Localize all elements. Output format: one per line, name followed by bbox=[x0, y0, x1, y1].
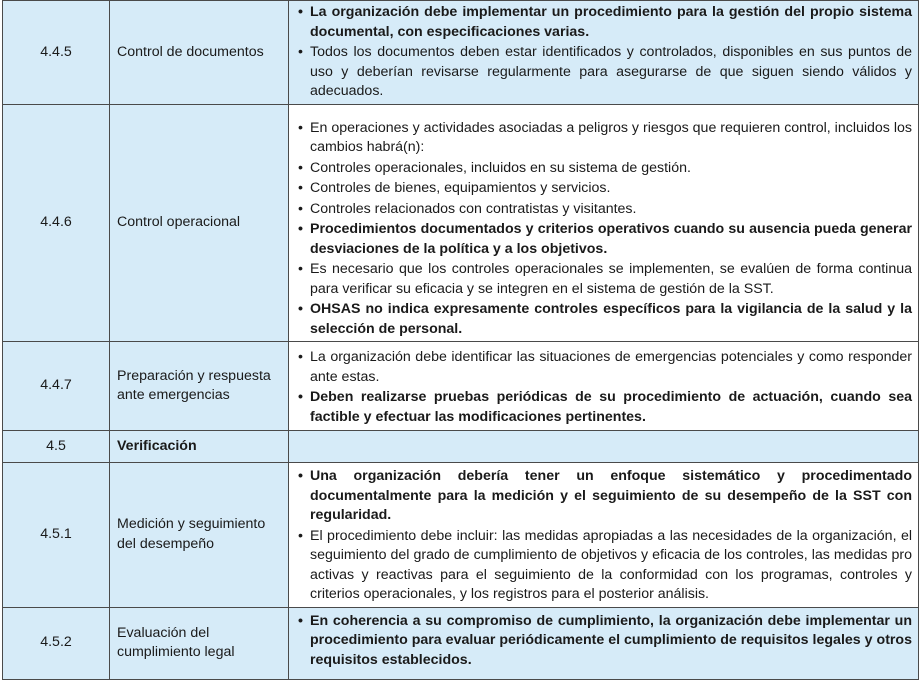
list-item: • En operaciones y actividades asociadas a peligros y riesgos que requieren control, incluidos los cambios habrá(n): bbox=[298, 119, 912, 158]
list-item: • La organización debe implementar un procedimiento para la gestión del propio sistema documental, con especificaciones varias. bbox=[298, 3, 912, 42]
clause-number: 4.5.2 bbox=[3, 607, 110, 679]
list-item: • Controles de bienes, equipamientos y servicios. bbox=[298, 179, 912, 199]
table-row bbox=[3, 104, 919, 342]
table-row bbox=[3, 463, 919, 608]
clause-description bbox=[289, 607, 919, 679]
list-item: • Es necesario que los controles operacionales se implementen, se evalúen de forma continua para verificar su eficacia y se integren en el sistema de gestión de la SST. bbox=[298, 260, 912, 299]
list-item: • Deben realizarse pruebas periódicas de su procedimiento de actuación, cuando sea factible y efectuar las modificaciones pertinentes. bbox=[298, 388, 912, 427]
table-row bbox=[3, 1, 919, 105]
clause-number: 4.5.1 bbox=[3, 463, 110, 608]
section-description bbox=[289, 431, 919, 463]
clause-description bbox=[289, 104, 919, 342]
table-row bbox=[3, 342, 919, 431]
clause-description bbox=[289, 342, 919, 431]
list-item: • Una organización debería tener un enfoque sistemático y procedimentado documentalmente para la medición y el seguimiento de su desempeño de la SST con regularidad. bbox=[298, 467, 912, 526]
clause-title: Medición y seguimiento del desempeño bbox=[110, 463, 289, 608]
table-row bbox=[3, 607, 919, 679]
clause-number: 4.4.5 bbox=[3, 1, 110, 105]
list-item: • En coherencia a su compromiso de cumplimiento, la organización debe implementar un procedimiento para evaluar periódicamente el cumplimiento de requisitos legales y otros requisitos establecidos. bbox=[298, 612, 912, 671]
list-item: • Controles operacionales, incluidos en su sistema de gestión. bbox=[298, 159, 912, 179]
clause-title: Control operacional bbox=[110, 104, 289, 342]
section-number: 4.5 bbox=[3, 431, 110, 463]
list-item: • Procedimientos documentados y criterios operativos cuando su ausencia pueda generar desviaciones de la política y a los objetivos. bbox=[298, 220, 912, 259]
clause-title: Preparación y respuesta ante emergencias bbox=[110, 342, 289, 431]
list-item: • OHSAS no indica expresamente controles específicos para la vigilancia de la salud y la selección de personal. bbox=[298, 300, 912, 339]
list-item: • Todos los documentos deben estar identificados y controlados, disponibles en sus puntos de uso y deberían revisarse regularmente para asegurarse de que siguen siendo válidos y adecuados. bbox=[298, 43, 912, 102]
requirements-table bbox=[2, 0, 919, 680]
clause-description bbox=[289, 1, 919, 105]
clause-number: 4.4.7 bbox=[3, 342, 110, 431]
clause-title: Control de documentos bbox=[110, 1, 289, 105]
list-item: • El procedimiento debe incluir: las medidas apropiadas a las necesidades de la organización, el seguimiento del grado de cumplimiento de objetivos y eficacia de los controles, las medidas pro activas y reactivas para el seguimiento de la conformidad con los programas, controles y criterios operacionales, y los registros para el posterior análisis. bbox=[298, 527, 912, 605]
list-item: • Controles relacionados con contratistas y visitantes. bbox=[298, 200, 912, 220]
table-row bbox=[3, 431, 919, 463]
clause-number: 4.4.6 bbox=[3, 104, 110, 342]
clause-title: Evaluación del cumplimiento legal bbox=[110, 607, 289, 679]
list-item: • La organización debe identificar las situaciones de emergencias potenciales y como responder ante estas. bbox=[298, 348, 912, 387]
section-title: Verificación bbox=[110, 431, 289, 463]
clause-description bbox=[289, 463, 919, 608]
